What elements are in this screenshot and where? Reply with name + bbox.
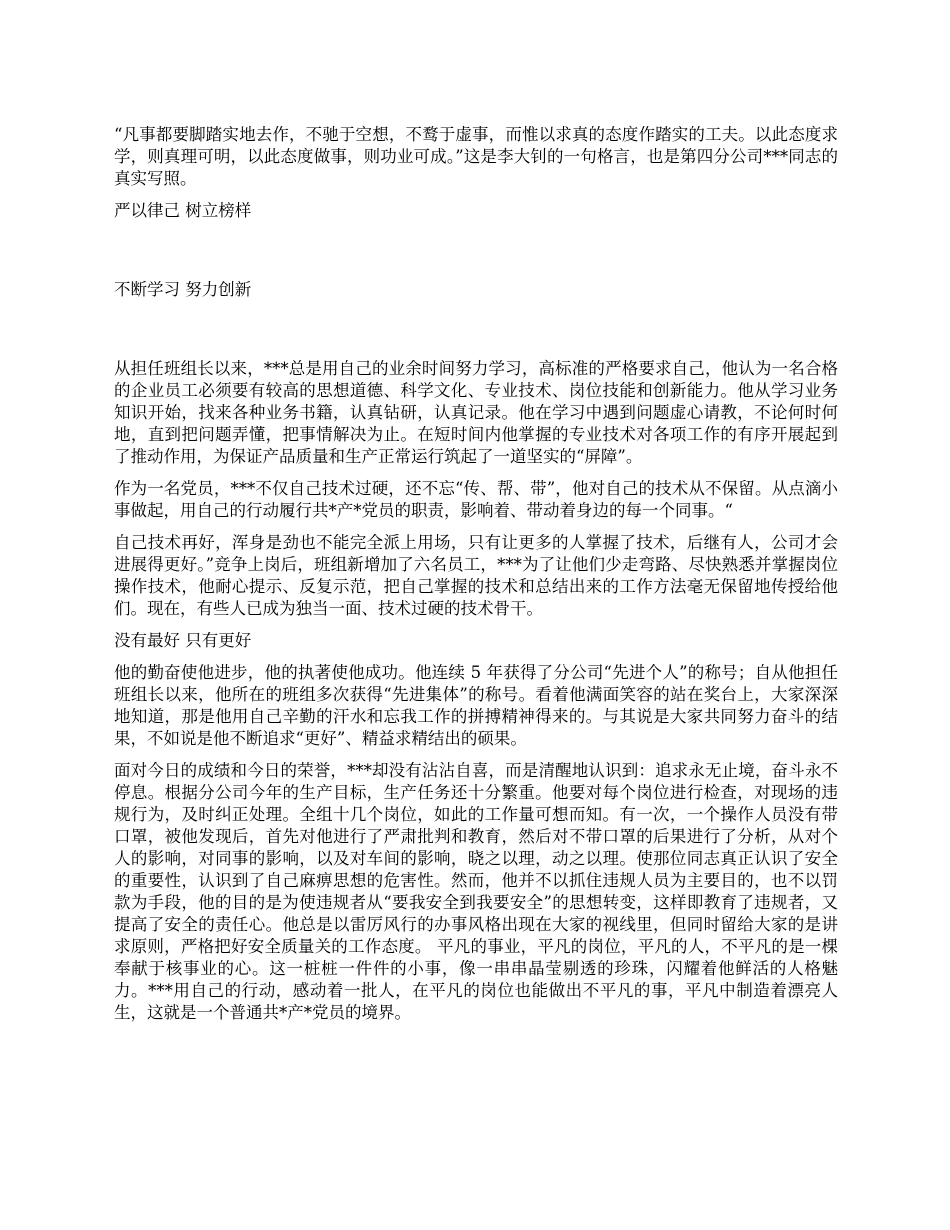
section-heading-2: 不断学习 努力创新 xyxy=(114,280,252,299)
body-paragraph-2: 作为一名党员，***不仅自己技术过硬，还不忘“传、帮、带”，他对自己的技术从不保留。从点滴小事做起，用自己的行动履行共*产*党员的职责，影响着、带动着身边的每一个同事。“ xyxy=(114,479,838,520)
section-heading-3: 没有最好 只有更好 xyxy=(114,631,252,650)
document-page xyxy=(114,124,838,1024)
body-paragraph-5: 面对今日的成绩和今日的荣誉，***却没有沾沾自喜，而是清醒地认识到：追求永无止境，奋斗永不停息。根据分公司今年的生产目标，生产任务还十分繁重。他要对每个岗位进行检查，对现场的违规行为，及时纠正处理。全组十几个岗位，如此的工作量可想而知。有一次，一个操作人员没有带口罩，被他发现后，首先对他进行了严肃批判和教育，然后对不带口罩的后果进行了分析，从对个人的影响，对同事的影响，以及对车间的影响，晓之以理，动之以理。使那位同志真正认识了安全的重要性，认识到了自己麻痹思想的危害性。然而，他并不以抓住违规人员为主要目的，也不以罚款为手段，他的目的是为使违规者从“要我安全到我要安全”的思想转变，这样即教育了违规者，又提高了安全的责任心。他总是以雷厉风行的办事风格出现在大家的视线里，但同时留给大家的是讲求原则，严格把好安全质量关的工作态度。 平凡的事业，平凡的岗位，平凡的人，不平凡的是一棵奉献于核事业的心。这一桩桩一件件的小事，像一串串晶莹剔透的珍珠，闪耀着他鲜活的人格魅力。***用自己的行动，感动着一批人，在平凡的岗位也能做出不平凡的事，平凡中制造着漂亮人生，这就是一个普通共*产*党员的境界。 xyxy=(114,761,838,1022)
body-paragraph-3: 自己技术再好，浑身是劲也不能完全派上用场，只有让更多的人掌握了技术，后继有人，公司才会进展得更好。”竞争上岗后，班组新增加了六名员工，***为了让他们少走弯路、尽快熟悉并掌握岗位操作技术，他耐心提示、反复示范，把自己掌握的技术和总结出来的工作方法毫无保留地传授给他们。现在，有些人已成为独当一面、技术过硬的技术骨干。 xyxy=(114,533,838,618)
body-paragraph-1: 从担任班组长以来，***总是用自己的业余时间努力学习，高标准的严格要求自己，他认为一名合格的企业员工必须要有较高的思想道德、科学文化、专业技术、岗位技能和创新能力。他从学习业务知识开始，找来各种业务书籍，认真钻研，认真记录。他在学习中遇到问题虚心请教，不论何时何地，直到把问题弄懂，把事情解决为止。在短时间内他掌握的专业技术对各项工作的有序开展起到了推动作用，为保证产品质量和生产正常运行筑起了一道坚实的“屏障”。 xyxy=(114,359,838,466)
body-paragraph-4: 他的勤奋使他进步，他的执著使他成功。他连续 5 年获得了分公司“先进个人”的称号；自从他担任班组长以来，他所在的班组多次获得“先进集体”的称号。看着他满面笑容的站在奖台上，大家深深地知道，那是他用自己辛勤的汗水和忘我工作的拼搏精神得来的。与其说是大家共同努力奋斗的结果，不如说是他不断追求“更好”、精益求精结出的硕果。 xyxy=(114,663,838,748)
intro-paragraph: “凡事都要脚踏实地去作，不驰于空想，不鹜于虚事，而惟以求真的态度作踏实的工夫。以此态度求学，则真理可明，以此态度做事，则功业可成。”这是李大钊的一句格言，也是第四分公司***同志的真实写照。 xyxy=(114,125,838,188)
section-heading-1: 严以律己 树立榜样 xyxy=(114,201,252,220)
